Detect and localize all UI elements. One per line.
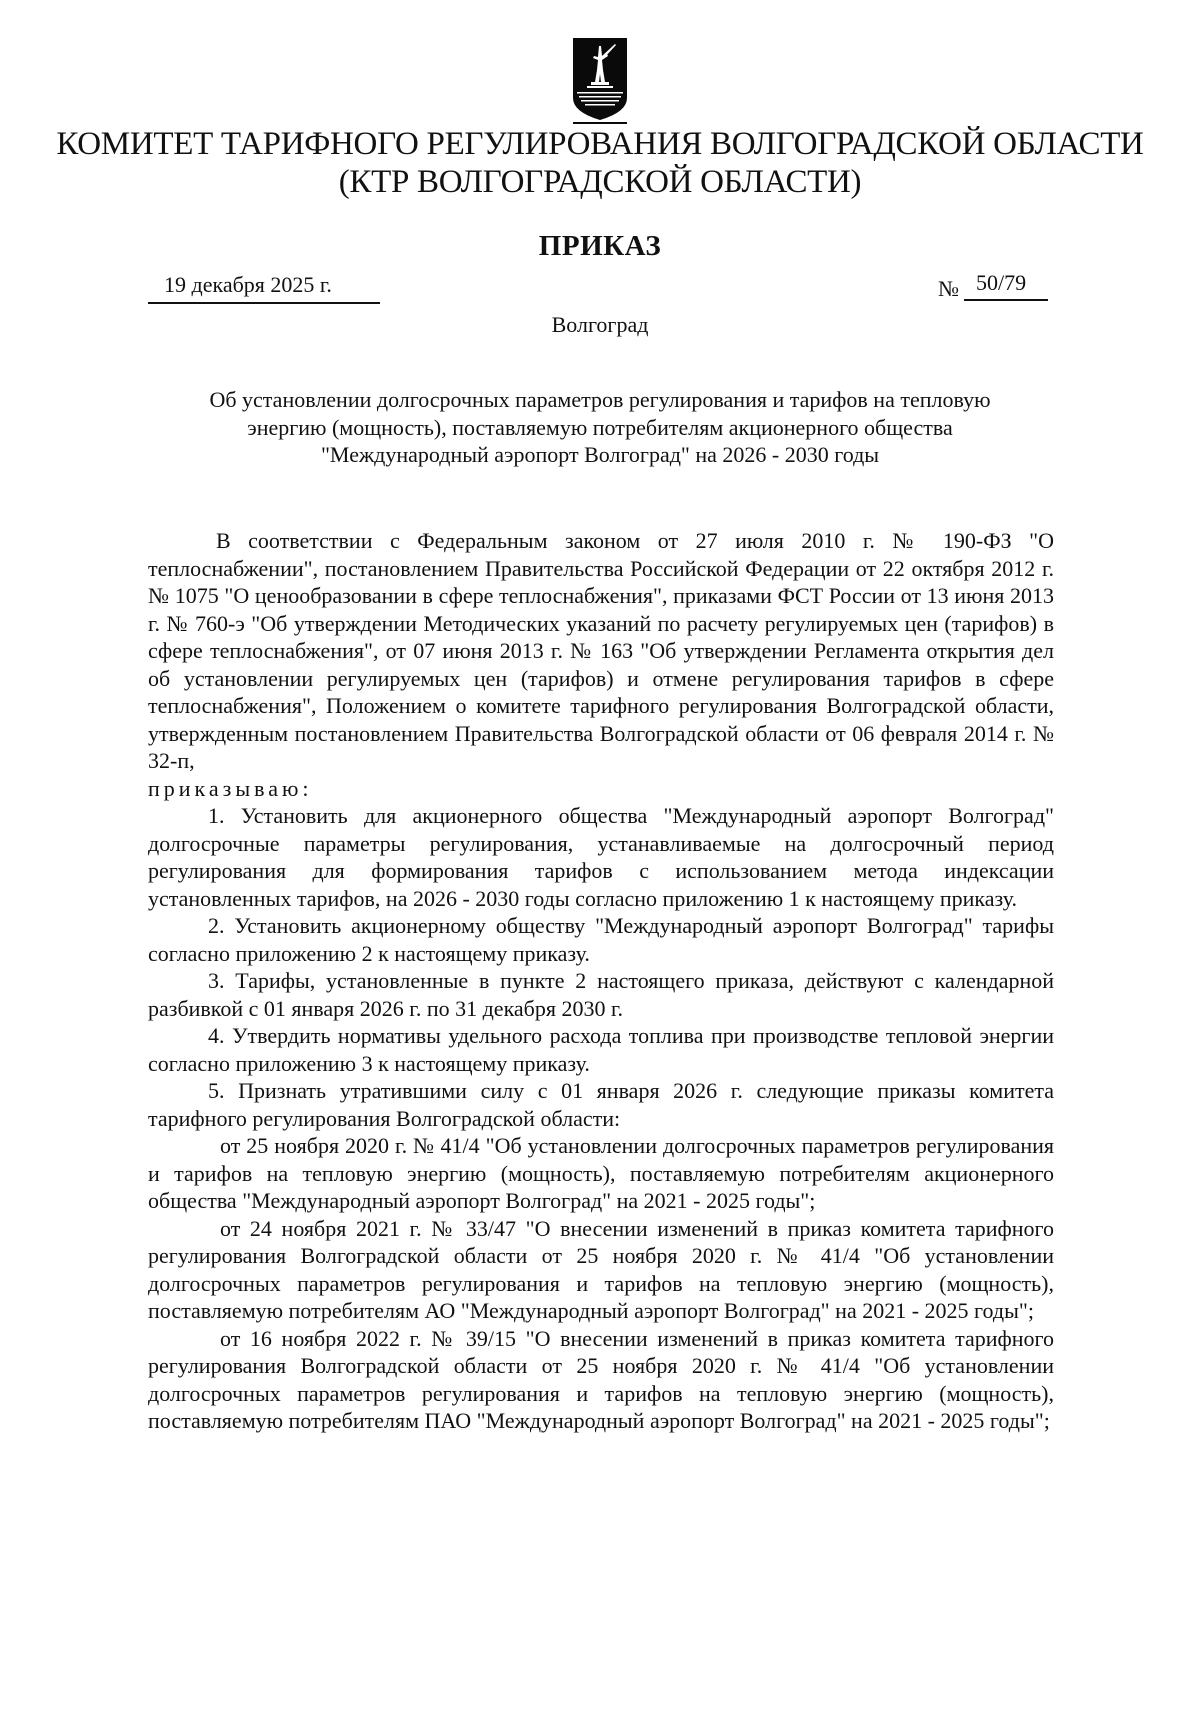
city: Волгоград (551, 312, 649, 337)
order-item-1: 1. Установить для акционерного общества "Международный аэропорт Волгоград" долгосрочные параметры регулирования, устанавливаемые на долгосрочный период регулирования для формирования тарифов с использованием метода индексации установленных тарифов, на 2026 - 2030 годы согласно приложению 1 к настоящему приказу. (148, 803, 1054, 911)
repealed-order-1: от 25 ноября 2020 г. № 41/4 "Об установлении долгосрочных параметров регулирования и тарифов на тепловую энергию (мощность), поставляемую потребителям акционерного общества "Международный аэропорт Волгоград" на 2021 - 2025 годы"; (148, 1133, 1054, 1213)
repealed-order-2: от 24 ноября 2021 г. № 33/47 "О внесении изменений в приказ комитета тарифного регулирования Волгоградской области от 25 ноября 2020 г. № 41/4 "Об установлении долгосрочных параметров регулирования и тарифов на тепловую энергию (мощность), поставляемую потребителям АО "Международный аэропорт Волгоград" на 2021 - 2025 годы"; (148, 1215, 1054, 1323)
title-line: энергию (мощность), поставляемую потребителям акционерного общества (247, 414, 953, 440)
title-line: "Международный аэропорт Волгоград" на 2026 - 2030 годы (320, 442, 880, 467)
order-item-4: 4. Утвердить нормативы удельного расхода топлива при производстве тепловой энергии согласно приложению 3 к настоящему приказу. (148, 1023, 1054, 1076)
number-underline (964, 299, 1048, 301)
document-type: ПРИКАЗ (538, 230, 662, 262)
repealed-order-3: от 16 ноября 2022 г. № 39/15 "О внесении изменений в приказ комитета тарифного регулирования Волгоградской области от 25 ноября 2020 г. № 41/4 "Об установлении долгосрочных параметров регулирования и тарифов на тепловую энергию (мощность), поставляемую потребителям ПАО "Международный аэропорт Волгоград" на 2021 - 2025 годы"; (148, 1325, 1054, 1433)
order-item-5: 5. Признать утратившими силу с 01 января 2026 г. следующие приказы комитета тарифного регулирования Волгоградской области: (148, 1078, 1054, 1131)
order-title (150, 386, 1050, 469)
order-number: 50/79 (976, 270, 1027, 295)
date-underline (148, 302, 380, 304)
order-word: приказываю: (148, 775, 313, 801)
order-item-3: 3. Тарифы, установленные в пункте 2 настоящего приказа, действуют с календарной разбивкой с 01 января 2026 г. по 31 декабря 2030 г. (148, 968, 1054, 1021)
order-date: 19 декабря 2025 г. (164, 272, 332, 297)
title-line: Об установлении долгосрочных параметров регулирования и тарифов на тепловую (209, 387, 991, 412)
coat-of-arms-icon (571, 36, 629, 128)
preamble-paragraph: В соответствии с Федеральным законом от 27 июля 2010 г. № 190-ФЗ "О теплоснабжении", постановлением Правительства Российской Федерации от 22 октября 2012 г. № 1075 "О ценообразовании в сфере теплоснабжения", приказами ФСТ России от 13 июня 2013 г. № 760-э "Об утверждении Методических указаний по расчету регулируемых цен (тарифов) в сфере теплоснабжения", от 07 июня 2013 г. № 163 "Об утверждении Регламента открытия дел об установлении регулируемых цен (тарифов) и отмене регулирования тарифов в сфере теплоснабжения", Положением о комитете тарифного регулирования Волгоградской области, утвержденным постановлением Правительства Волгоградской области от 06 февраля 2014 г. № 32-п, (148, 528, 1054, 773)
order-body (148, 527, 1054, 1435)
org-name-line1: КОМИТЕТ ТАРИФНОГО РЕГУЛИРОВАНИЯ ВОЛГОГРАДСКОЙ ОБЛАСТИ (56, 126, 1144, 162)
order-item-2: 2. Установить акционерному обществу "Международный аэропорт Волгоград" тарифы согласно приложению 2 к настоящему приказу. (148, 913, 1054, 966)
org-name-line2: (КТР ВОЛГОГРАДСКОЙ ОБЛАСТИ) (338, 164, 862, 200)
number-sign: № (938, 276, 959, 301)
